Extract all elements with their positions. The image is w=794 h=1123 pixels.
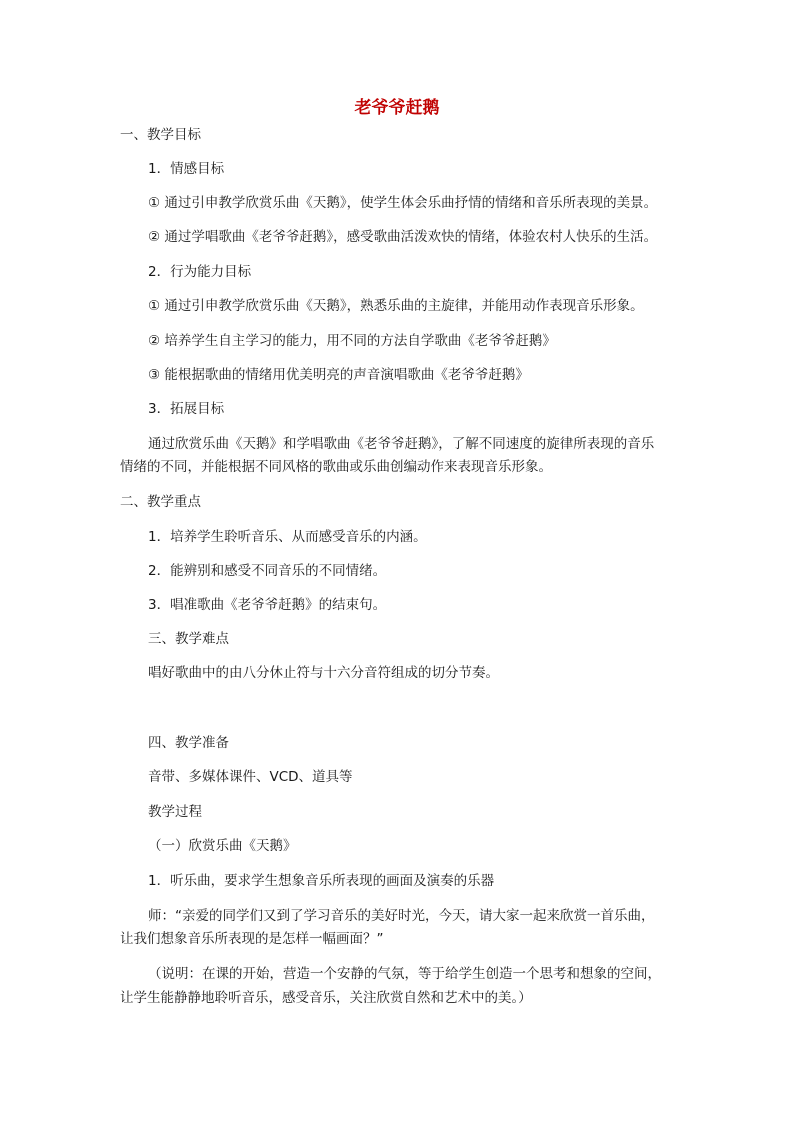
list-item: ③ 能根据歌曲的情绪用优美明亮的声音演唱歌曲《老爷爷赶鹅》 xyxy=(148,367,529,383)
paragraph-line: 通过欣赏乐曲《天鹅》和学唱歌曲《老爷爷赶鹅》，了解不同速度的旋律所表现的音乐 xyxy=(148,436,655,452)
paragraph-line: 音带、多媒体课件、VCD、道具等 xyxy=(148,769,353,785)
subheading-extension-goal: 3．拓展目标 xyxy=(148,401,225,417)
document-title: 老爷爷赶鹅 xyxy=(354,98,440,118)
list-item: 1．听乐曲，要求学生想象音乐所表现的画面及演奏的乐器 xyxy=(148,873,495,889)
heading-key-points: 二、教学重点 xyxy=(120,494,201,510)
heading-preparation: 四、教学准备 xyxy=(148,735,229,751)
paragraph-line: 师：“亲爱的同学们又到了学习音乐的美好时光，今天，请大家一起来欣赏一首乐曲， xyxy=(148,908,655,924)
paragraph-line: 让学生能静静地聆听音乐，感受音乐，关注欣赏自然和艺术中的美。） xyxy=(120,990,532,1006)
subheading-behavior-goal: 2．行为能力目标 xyxy=(148,264,252,280)
paragraph-line: 让我们想象音乐所表现的是怎样一幅画面？” xyxy=(120,931,384,947)
subheading-appreciation: （一）欣赏乐曲《天鹅》 xyxy=(148,838,297,854)
subheading-emotional-goal: 1．情感目标 xyxy=(148,161,225,177)
paragraph-line: 情绪的不同，并能根据不同风格的歌曲或乐曲创编动作来表现音乐形象。 xyxy=(120,459,552,475)
list-item: ① 通过引申教学欣赏乐曲《天鹅》，使学生体会乐曲抒情的情绪和音乐所表现的美景。 xyxy=(148,195,658,211)
paragraph-line: （说明：在课的开始，营造一个安静的气氛，等于给学生创造一个思考和想象的空间， xyxy=(148,966,661,982)
heading-difficulties: 三、教学难点 xyxy=(148,631,229,647)
list-item: ① 通过引申教学欣赏乐曲《天鹅》，熟悉乐曲的主旋律，并能用动作表现音乐形象。 xyxy=(148,298,644,314)
list-item: 2．能辨别和感受不同音乐的不同情绪。 xyxy=(148,563,387,579)
list-item: ② 培养学生自主学习的能力，用不同的方法自学歌曲《老爷爷赶鹅》 xyxy=(148,333,556,349)
paragraph-line: 唱好歌曲中的由八分休止符与十六分音符组成的切分节奏。 xyxy=(148,665,499,681)
list-item: 1．培养学生聆听音乐、从而感受音乐的内涵。 xyxy=(148,529,427,545)
heading-process: 教学过程 xyxy=(148,804,202,820)
heading-teaching-goals: 一、教学目标 xyxy=(120,127,201,143)
list-item: 3．唱准歌曲《老爷爷赶鹅》的结束句。 xyxy=(148,597,387,613)
list-item: ② 通过学唱歌曲《老爷爷赶鹅》，感受歌曲活泼欢快的情绪，体验农村人快乐的生活。 xyxy=(148,229,658,245)
